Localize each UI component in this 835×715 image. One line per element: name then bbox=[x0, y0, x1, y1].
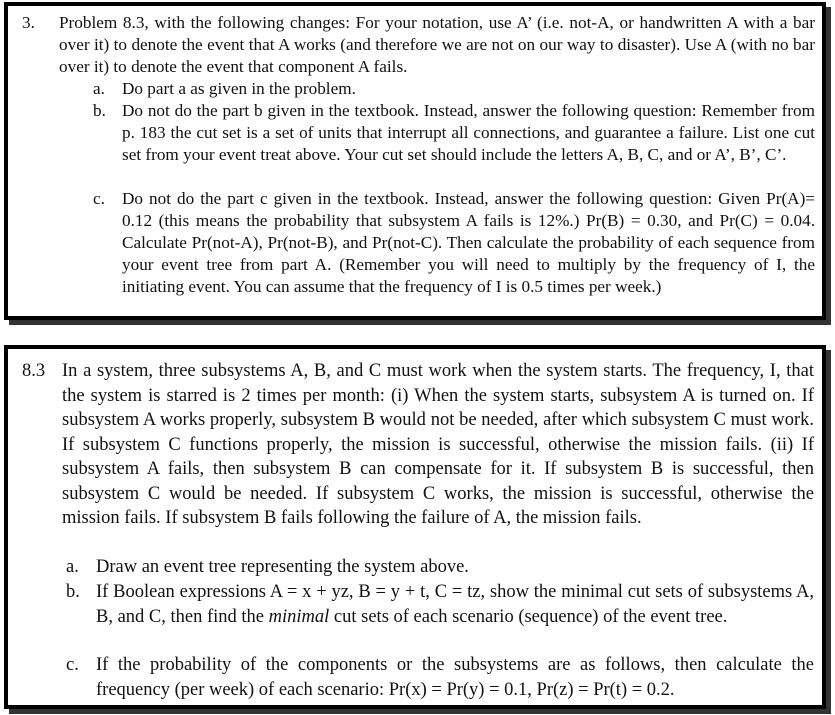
problem-3-number: 3. bbox=[22, 13, 35, 32]
problem-8-3-part-a-text: Draw an event tree representing the system above. bbox=[96, 557, 469, 577]
problem-3-part-c-text: Do not do the part c given in the textbook. Instead, answer the following question: Given Pr(A)= 0.12 (this means the probability that subsystem A fails is 12%.) Pr(B) = 0.30, and Pr(C) = 0.04. Calculate Pr(not-A), Pr(not-B), and Pr(not-C). Then calculate the probability of each sequence from your event tree from part A. (Remember you will need to multiply by the frequency of I, the initiating event. You can assume that the frequency of I is 0.5 times per week.) bbox=[122, 189, 815, 296]
problem-8-3-part-b-label: b. bbox=[66, 582, 80, 602]
textbook-problem-8-3-box bbox=[4, 345, 826, 709]
problem-8-3-number: 8.3 bbox=[22, 361, 46, 381]
problem-8-3-part-b-text bbox=[96, 580, 814, 629]
part-b-text-after: cut sets of each scenario (sequence) of the event tree. bbox=[329, 606, 728, 627]
problem-3-stem: Problem 8.3, with the following changes: For your notation, use A’ (i.e. not-A, or handwritten A with a bar over it) to denote the event that A works (and therefore we are not on our way to disaster). Use A (with no bar over it) to denote the event that component A fails. bbox=[59, 13, 815, 76]
problem-3-part-c-label: c. bbox=[93, 189, 105, 208]
problem-8-3-part-a-label: a. bbox=[66, 557, 79, 577]
problem-8-3-stem: In a system, three subsystems A, B, and C must work when the system starts. The frequency, I, that the system is starred is 2 times per month: (i) When the system starts, subsystem A is turned on. If subsystem A works properly, subsystem B would not be needed, after which subsystem C must work. If subsystem C functions properly, the mission is successful, otherwise the mission fails. (ii) If subsystem A fails, then subsystem B can compensate for it. If subsystem B is successful, then subsystem C would be needed. If subsystem C works, the mission is successful, otherwise the mission fails. If subsystem B fails following the failure of A, the mission fails. bbox=[62, 361, 814, 528]
problem-3-part-a-text: Do part a as given in the problem. bbox=[122, 79, 356, 98]
part-b-emphasis: minimal bbox=[268, 606, 330, 627]
problem-3-part-b-label: b. bbox=[93, 101, 106, 120]
problem-3-part-b-text: Do not do the part b given in the textbook. Instead, answer the following question: Remember from p. 183 the cut set is a set of units that interrupt all connections, and guarantee a failure. List one cut set from your event treat above. Your cut set should include the letters A, B, C, and or A’, B’, C’. bbox=[122, 101, 815, 164]
problem-8-3-part-c-label: c. bbox=[66, 655, 79, 675]
problem-3-part-a-label: a. bbox=[93, 79, 105, 98]
part-b-text-before: If Boolean expressions A = x + yz, B = y + t, C = tz, show the minimal cut sets of subsystems A, B, and C, then find the bbox=[96, 582, 814, 627]
problem-8-3-part-c-text: If the probability of the components or the subsystems are as follows, then calculate the frequency (per week) of each scenario: Pr(x) = Pr(y) = 0.1, Pr(z) = Pr(t) = 0.2. bbox=[96, 655, 814, 700]
assignment-problem-3-box bbox=[4, 2, 826, 320]
